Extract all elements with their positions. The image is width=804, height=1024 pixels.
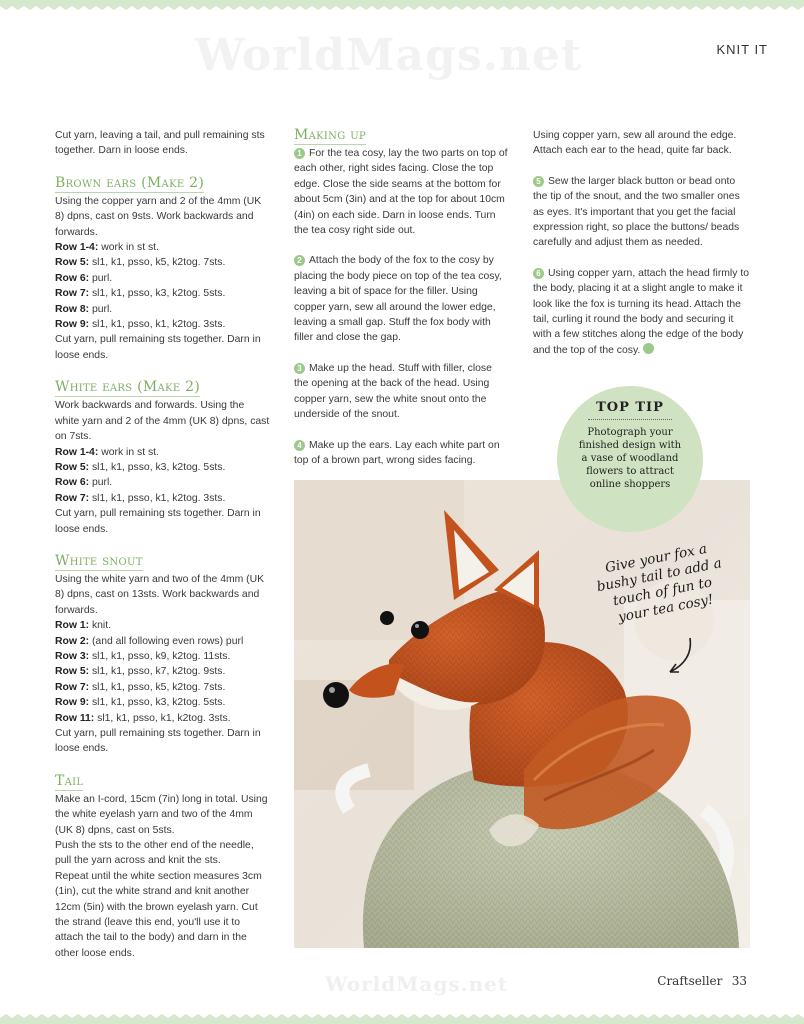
pattern-row: Row 7: sl1, k1, psso, k1, k2tog. 3sts. [55, 492, 226, 504]
column-1 [55, 128, 270, 961]
watermark-bottom: WorldMags.net [325, 972, 509, 996]
brown-ears-intro: Using the copper yarn and 2 of the 4mm (UK 8) dpns, cast on 9sts. Work backwards and forwards. [55, 195, 262, 238]
pattern-row: Row 5: sl1, k1, psso, k5, k2tog. 7sts. [55, 257, 226, 269]
pattern-row: Row 1: knit. [55, 620, 112, 632]
pattern-row: Row 1-4: work in st st. [55, 242, 159, 254]
top-tip-text: Photograph your finished design with a vase of woodland flowers to attract online shoppers [578, 427, 682, 490]
pattern-row: Row 3: sl1, k1, psso, k9, k2tog. 11sts. [55, 650, 231, 662]
step-number-icon: 3 [294, 363, 305, 374]
making-up-step: 3 Make up the head. Stuff with filler, close the opening at the back of the head. Using copper yarn, sew the white snout onto the underside of the snout. [294, 362, 492, 421]
section-tag: KNIT IT [716, 42, 768, 57]
tail-p1: Make an I-cord, 15cm (7in) long in total. Using the white eyelash yarn and two of the 4mm (UK 8) dpns, cast on 5sts. [55, 793, 268, 836]
brown-ears-rows [55, 240, 270, 332]
pattern-row: Row 9: sl1, k1, psso, k3, k2tog. 5sts. [55, 697, 226, 709]
step-number-icon: 4 [294, 440, 305, 451]
intro-text: Cut yarn, leaving a tail, and pull remaining sts together. Darn in loose ends. [55, 130, 265, 157]
making-up-step: 5 Sew the larger black button or bead onto the tip of the snout, and the two smaller ones as eyes. It's important that you get the facial expression right, so place the buttons/ beads carefully and adjust them as needed. [533, 175, 740, 249]
pattern-row: Row 11: sl1, k1, psso, k1, k2tog. 3sts. [55, 712, 231, 724]
pattern-row: Row 6: purl. [55, 477, 113, 489]
pattern-row: Row 5: sl1, k1, psso, k7, k2tog. 9sts. [55, 666, 226, 678]
white-snout-intro: Using the white yarn and two of the 4mm (UK 8) dpns, cast on 13sts. Work backwards and forwards. [55, 573, 265, 616]
photo-callout: Give your fox a bushy tail to add a touch of fun to your tea cosy! [595, 540, 724, 626]
making-up-step: 6 Using copper yarn, attach the head firmly to the body, placing it at a slight angle to make it look like the fox is turning its head. Attach the tail, curling it round the body and securing it with a few stitches along the edge of the body and the top of the cosy. [533, 267, 749, 356]
pattern-row: Row 6: purl. [55, 272, 113, 284]
brown-ears-outro: Cut yarn, pull remaining sts together. Darn in loose ends. [55, 334, 261, 361]
heading-brown-ears: Brown ears (Make 2) [55, 174, 205, 191]
bottom-zigzag-border [0, 1012, 804, 1024]
top-tip-badge [557, 386, 703, 532]
heading-white-snout: White snout [55, 552, 143, 569]
callout-arrow-icon [660, 636, 700, 676]
page-footer [657, 974, 747, 988]
white-ears-outro: Cut yarn, pull remaining sts together. Darn in loose ends. [55, 508, 261, 535]
pattern-row: Row 8: purl. [55, 303, 113, 315]
heading-making-up: Making up [294, 127, 367, 143]
making-up-step: 2 Attach the body of the fox to the cosy by placing the body piece on top of the tea cosy, leaving a bit of space for the filler. Using copper yarn, sew all around the lower edge, leaving a small gap. Stuff the fox body with filler and close the gap. [294, 255, 502, 344]
making-up-step: 1 For the tea cosy, lay the two parts on top of each other, right sides facing. Close the top edge. Close the side seams at the bottom for about 5cm (3in) and at the top for about 10cm (4in) on each side. Darn in loose ends. Turn the tea cosy right side out. [294, 148, 508, 237]
heading-white-ears: White ears (Make 2) [55, 379, 201, 396]
step-number-icon: 5 [533, 176, 544, 187]
pattern-row: Row 1-4: work in st st. [55, 446, 159, 458]
making-up-step: 4 Make up the ears. Lay each white part on top of a brown part, wrong sides facing. [294, 439, 500, 466]
pattern-row: Row 7: sl1, k1, psso, k3, k2tog. 5sts. [55, 288, 226, 300]
column-3 [533, 128, 751, 358]
tail-p3: Repeat until the white section measures 3cm (1in), cut the white strand and knit another 12cm (5in) with the brown eyelash yarn. Cut the strand (leave this end, you'll use it to attach the tail to the body) and darn in the other loose ends. [55, 870, 262, 959]
watermark-top: WorldMags.net [195, 30, 583, 81]
page-number: 33 [731, 974, 747, 988]
pattern-row: Row 7: sl1, k1, psso, k5, k2tog. 7sts. [55, 681, 226, 693]
white-ears-intro: Work backwards and forwards. Using the white yarn and 2 of the 4mm (UK 8) dpns, cast on 7sts. [55, 400, 270, 443]
continued-text: Using copper yarn, sew all around the edge. Attach each ear to the head, quite far back. [533, 130, 737, 157]
pattern-row: Row 2: (and all following even rows) purl [55, 635, 244, 647]
top-tip-title: TOP TIP [596, 400, 664, 415]
tail-p2: Push the sts to the other end of the needle, pull the yarn across and knit the sts. [55, 840, 254, 867]
white-ears-rows [55, 445, 270, 507]
column-2 [294, 126, 508, 468]
white-snout-rows [55, 618, 270, 726]
pattern-row: Row 5: sl1, k1, psso, k3, k2tog. 5sts. [55, 461, 226, 473]
publication-name: Craftseller [657, 974, 723, 988]
step-number-icon: 6 [533, 268, 544, 279]
heading-tail: Tail [55, 772, 84, 789]
top-zigzag-border [0, 0, 804, 12]
top-tip-divider [588, 419, 672, 420]
white-snout-outro: Cut yarn, pull remaining sts together. Darn in loose ends. [55, 728, 261, 755]
step-number-icon: 2 [294, 255, 305, 266]
step-number-icon: 1 [294, 148, 305, 159]
end-mark-icon [643, 343, 654, 354]
pattern-row: Row 9: sl1, k1, psso, k1, k2tog. 3sts. [55, 319, 226, 331]
